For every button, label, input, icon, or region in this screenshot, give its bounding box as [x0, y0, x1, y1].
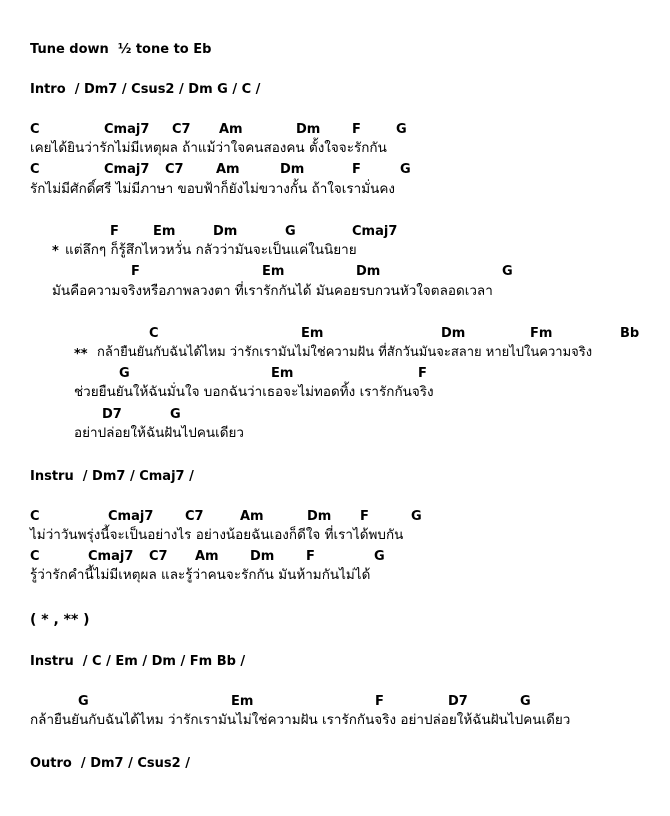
chord: Cmaj7	[352, 224, 398, 239]
chorus-chords-3	[0, 408, 670, 422]
tuning-note: Tune down ½ tone to Eb	[30, 42, 212, 57]
prechorus-lyric-1: แต่ลึกๆ ก็รู้สึกไหวหวั่น กลัวว่ามันจะเป็นแค่ในนิยาย	[65, 242, 357, 258]
chord: G	[170, 407, 181, 422]
verse2-lyric-1: ไม่ว่าวันพรุ่งนี้จะเป็นอย่างไร อย่างน้อยฉันเองก็ดีใจ ที่เราได้พบกัน	[30, 527, 404, 543]
outro-line: Outro / Dm7 / Csus2 /	[30, 756, 190, 771]
chord: Dm	[296, 122, 321, 137]
chord: C	[30, 162, 40, 177]
chord: Am	[195, 549, 219, 564]
chorus-chords-2	[0, 367, 670, 381]
chord: C	[149, 326, 159, 341]
chord: G	[119, 366, 130, 381]
chord: Em	[231, 694, 254, 709]
chord: Am	[219, 122, 243, 137]
chord: F	[352, 162, 361, 177]
chord: Cmaj7	[104, 122, 150, 137]
chorus-chords-1	[0, 327, 670, 341]
verse2-chords-2	[0, 550, 670, 564]
chord: Dm	[250, 549, 275, 564]
chord: G	[78, 694, 89, 709]
prechorus-chords-1	[0, 225, 670, 239]
chord: Em	[153, 224, 176, 239]
chord: Cmaj7	[108, 509, 154, 524]
verse2-chords-1	[0, 510, 670, 524]
chord: C7	[185, 509, 204, 524]
chord: Dm	[307, 509, 332, 524]
chord: G	[285, 224, 296, 239]
chord: Dm	[441, 326, 466, 341]
chorus-lyric-1: กล้ายืนยันกับฉันได้ไหม ว่ารักเรามันไม่ใช่ความฝัน ที่สักวันมันจะสลาย หายไปในความจริง	[97, 345, 593, 360]
chord: F	[131, 264, 140, 279]
chorus-lyric-2: ช่วยยืนยันให้ฉันมั่นใจ บอกฉันว่าเธอจะไม่ทอดทิ้ง เรารักกันจริง	[74, 384, 434, 400]
verse1-lyric-2: รักไม่มีศักดิ์ศรี ไม่มีภาษา ขอบฟ้าก็ยังไม่ขวางกั้น ถ้าใจเรามั่นคง	[30, 181, 396, 197]
chord: Am	[216, 162, 240, 177]
chord: C7	[165, 162, 184, 177]
chord: C7	[149, 549, 168, 564]
instru-line-2: Instru / C / Em / Dm / Fm Bb /	[30, 654, 246, 669]
verse1-chords-1	[0, 123, 670, 137]
chord: F	[360, 509, 369, 524]
chord: C	[30, 549, 40, 564]
ending-chords	[0, 695, 670, 709]
chord: Em	[271, 366, 294, 381]
chord: F	[110, 224, 119, 239]
ending-lyric: กล้ายืนยันกับฉันได้ไหม ว่ารักเรามันไม่ใช่ความฝัน เรารักกันจริง อย่าปล่อยให้ฉันฝันไปคนเดียว	[30, 712, 571, 728]
chord: G	[400, 162, 411, 177]
chord: Dm	[280, 162, 305, 177]
intro-line: Intro / Dm7 / Csus2 / Dm G / C /	[30, 82, 261, 97]
chord: G	[520, 694, 531, 709]
chord: Cmaj7	[104, 162, 150, 177]
chord: Fm	[530, 326, 553, 341]
chorus-mark: **	[74, 347, 88, 362]
chord: G	[374, 549, 385, 564]
chord: D7	[448, 694, 468, 709]
chord: F	[352, 122, 361, 137]
verse1-lyric-1: เคยได้ยินว่ารักไม่มีเหตุผล ถ้าแม้ว่าใจคนสองคน ตั้งใจจะรักกัน	[30, 140, 387, 156]
chord: C7	[172, 122, 191, 137]
chord: G	[411, 509, 422, 524]
chord: Dm	[213, 224, 238, 239]
prechorus-chords-2	[0, 265, 670, 279]
chord: F	[375, 694, 384, 709]
chord: Em	[262, 264, 285, 279]
chord: Cmaj7	[88, 549, 134, 564]
instru-line-1: Instru / Dm7 / Cmaj7 /	[30, 469, 194, 484]
prechorus-lyric-2: มันคือความจริงหรือภาพลวงตา ที่เรารักกันได้ มันคอยรบกวนหัวใจตลอดเวลา	[52, 283, 493, 299]
prechorus-mark: *	[52, 244, 59, 259]
chord: C	[30, 122, 40, 137]
chord: C	[30, 509, 40, 524]
chord: Em	[301, 326, 324, 341]
chord: G	[396, 122, 407, 137]
repeat-marker: ( * , ** )	[30, 612, 90, 628]
chord: F	[418, 366, 427, 381]
chord: D7	[102, 407, 122, 422]
chord: G	[502, 264, 513, 279]
chord: Dm	[356, 264, 381, 279]
chord: Bb	[620, 326, 640, 341]
chorus-lyric-3: อย่าปล่อยให้ฉันฝันไปคนเดียว	[74, 425, 245, 441]
verse1-chords-2	[0, 163, 670, 177]
verse2-lyric-2: รู้ว่ารักคำนี้ไม่มีเหตุผล และรู้ว่าคนจะรักกัน มันห้ามกันไม่ได้	[30, 567, 371, 583]
chord: Am	[240, 509, 264, 524]
chord: F	[306, 549, 315, 564]
